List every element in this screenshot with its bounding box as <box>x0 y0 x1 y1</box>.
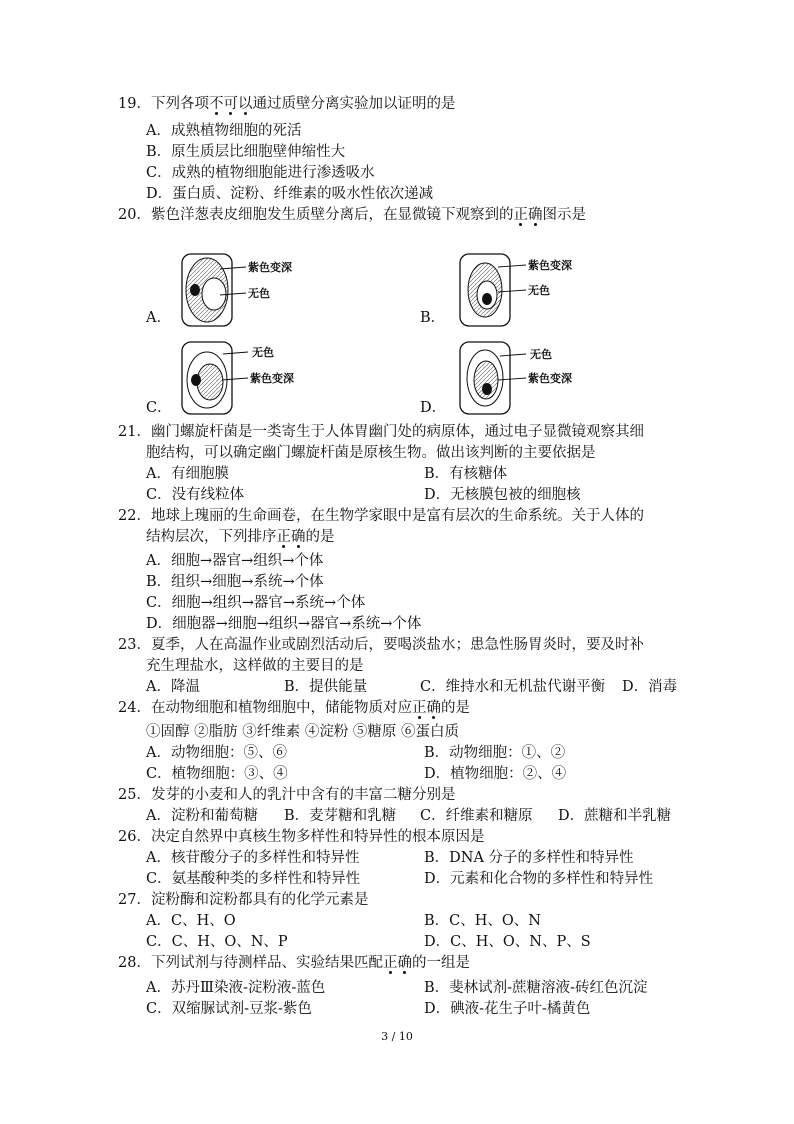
emphasis-char: 确 <box>528 207 543 223</box>
label-top: 紫色变深 <box>248 261 292 274</box>
option-d: D．蔗糖和半乳糖 <box>558 808 672 824</box>
option-c: C．维持水和无机盐代谢平衡 <box>420 679 606 695</box>
option-c: C．C、H、O、N、P <box>146 934 288 950</box>
cell-diagram-c <box>176 338 316 418</box>
option-a: A．降温 <box>146 679 200 695</box>
stem-text: 的是 <box>305 529 335 545</box>
stem-text: 通过质壁分离实验加以证明的是 <box>252 96 456 112</box>
figure-d-letter: D． <box>420 400 447 416</box>
question-27-stem <box>118 890 368 911</box>
figure-c-letter: C． <box>146 400 172 416</box>
option-c: C．纤维素和糖原 <box>420 808 533 824</box>
emphasis-char: 确 <box>291 529 306 545</box>
stem-text: 下列试剂与待测样品、实验结果匹配 <box>150 955 383 971</box>
question-24-stem <box>118 698 470 719</box>
question-number: 19． <box>118 96 151 112</box>
option-a: A．细胞→器官→组织→个体 <box>146 553 324 569</box>
question-20-stem <box>118 205 586 226</box>
option-c: C．没有线粒体 <box>146 487 245 503</box>
label-top: 无色 <box>530 348 552 361</box>
label-top: 紫色变深 <box>528 259 572 272</box>
question-number: 27． <box>118 892 151 908</box>
option-a: A．苏丹Ⅲ染液-淀粉液-蓝色 <box>146 980 326 996</box>
option-b: B．C、H、O、N <box>424 913 541 929</box>
option-c: C．植物细胞：③、④ <box>146 766 288 782</box>
question-26-stem <box>118 827 484 848</box>
cell-diagram-a <box>176 250 306 330</box>
option-a: A．核苷酸分子的多样性和特异性 <box>146 850 360 866</box>
option-d: D．细胞器→细胞→组织→器官→系统→个体 <box>146 616 422 632</box>
question-23-stem <box>118 635 644 656</box>
option-d: D．元素和化合物的多样性和特异性 <box>424 871 654 887</box>
stem-text: 淀粉酶和淀粉都具有的化学元素是 <box>150 892 369 908</box>
emphasis-char: 确 <box>426 700 441 716</box>
option-a: A．动物细胞：⑤、⑥ <box>146 745 287 761</box>
stem-text: 决定自然界中真核生物多样性和特异性的根本原因是 <box>150 829 485 845</box>
nucleus <box>482 383 492 395</box>
option-a: A．淀粉和葡萄糖 <box>146 808 258 824</box>
figure-b-letter: B． <box>420 310 446 326</box>
figure-a-letter: A． <box>146 310 171 326</box>
stem-text: 的一组是 <box>411 955 470 971</box>
stem-text: 夏季，人在高温作业或剧烈活动后，要喝淡盐水；患急性肠胃炎时，要及时补 <box>150 637 644 653</box>
page-number: 3 / 10 <box>381 1030 413 1043</box>
option-d: D．消毒 <box>622 679 678 695</box>
cell-diagram-d <box>454 338 594 418</box>
label-bottom: 无色 <box>248 287 270 300</box>
emphasis-char: 正 <box>383 955 398 971</box>
stem-text: 结构层次，下列排序 <box>146 529 277 545</box>
option-c: C．双缩脲试剂-豆浆-紫色 <box>146 1001 312 1017</box>
label-bottom: 紫色变深 <box>528 372 572 385</box>
emphasis-char: 正 <box>412 700 427 716</box>
question-21-stem-cont: 胞结构，可以确定幽门螺旋杆菌是原核生物。做出该判断的主要依据是 <box>146 445 596 461</box>
option-b: B．DNA 分子的多样性和特异性 <box>424 850 634 866</box>
question-22-stem <box>118 506 644 527</box>
emphasis-char: 正 <box>277 529 292 545</box>
emphasis-char: 正 <box>513 207 528 223</box>
label-bottom: 紫色变深 <box>250 372 294 385</box>
option-b: B．有核糖体 <box>424 466 508 482</box>
question-23-stem-cont: 充生理盐水，这样做的主要目的是 <box>146 658 364 674</box>
nucleus <box>191 374 201 386</box>
option-c: C．成熟的植物细胞能进行渗透吸水 <box>146 165 375 181</box>
stem-text: 发芽的小麦和人的乳汁中含有的丰富二糖分别是 <box>150 787 456 803</box>
option-d: D．蛋白质、淀粉、纤维素的吸水性依次递减 <box>146 186 434 202</box>
vacuole <box>202 278 226 310</box>
option-d: D．碘液-花生子叶-橘黄色 <box>424 1001 591 1017</box>
question-number: 23． <box>118 637 151 653</box>
question-19-stem <box>118 94 455 115</box>
question-number: 26． <box>118 829 151 845</box>
nucleus <box>482 293 492 305</box>
emphasis-char: 确 <box>397 955 412 971</box>
option-a: A．有细胞膜 <box>146 466 229 482</box>
question-number: 25． <box>118 787 151 803</box>
stem-text: 幽门螺旋杆菌是一类寄生于人体胃幽门处的病原体，通过电子显微镜观察其细 <box>150 424 644 440</box>
question-number: 20． <box>118 207 151 223</box>
stem-text: 紫色洋葱表皮细胞发生质壁分离后，在显微镜下观察到的 <box>150 207 514 223</box>
option-a: A．C、H、O <box>146 913 236 929</box>
question-28-stem <box>118 953 470 974</box>
option-c: C．细胞→组织→器官→系统→个体 <box>146 595 366 611</box>
emphasis-char: 可 <box>223 96 238 112</box>
stem-text: 在动物细胞和植物细胞中，储能物质对应 <box>150 700 412 716</box>
question-22-stem-cont <box>146 527 335 548</box>
question-number: 24． <box>118 700 151 716</box>
stem-text: 图示是 <box>542 207 586 223</box>
question-number: 28． <box>118 955 151 971</box>
emphasis-char: 不 <box>209 96 224 112</box>
question-24-items: ①固醇 ②脂肪 ③纤维素 ④淀粉 ⑤糖原 ⑥蛋白质 <box>146 724 460 740</box>
stem-text: 地球上瑰丽的生命画卷，在生物学家眼中是富有层次的生命系统。关于人体的 <box>150 508 644 524</box>
question-25-stem <box>118 785 455 806</box>
option-b: B．原生质层比细胞壁伸缩性大 <box>146 144 346 160</box>
option-d: D．植物细胞：②、④ <box>424 766 567 782</box>
nucleus <box>190 284 200 296</box>
option-b: B．斐林试剂-蔗糖溶液-砖红色沉淀 <box>424 980 648 996</box>
option-b: B．组织→细胞→系统→个体 <box>146 574 324 590</box>
option-c: C．氨基酸种类的多样性和特异性 <box>146 871 361 887</box>
emphasis-char: 以 <box>238 96 253 112</box>
option-b: B．动物细胞：①、② <box>424 745 566 761</box>
option-a: A．成熟植物细胞的死活 <box>146 123 302 139</box>
option-b: B．提供能量 <box>284 679 368 695</box>
vacuole <box>197 364 223 400</box>
cell-diagram-b <box>454 250 594 330</box>
question-number: 22． <box>118 508 151 524</box>
option-d: D．C、H、O、N、P、S <box>424 934 591 950</box>
question-21-stem <box>118 422 644 443</box>
label-bottom: 无色 <box>528 284 550 297</box>
question-number: 21． <box>118 424 151 440</box>
option-b: B．麦芽糖和乳糖 <box>284 808 397 824</box>
option-d: D．无核膜包被的细胞核 <box>424 487 581 503</box>
label-top: 无色 <box>252 346 274 359</box>
stem-text: 的是 <box>440 700 470 716</box>
stem-text: 下列各项 <box>150 96 209 112</box>
